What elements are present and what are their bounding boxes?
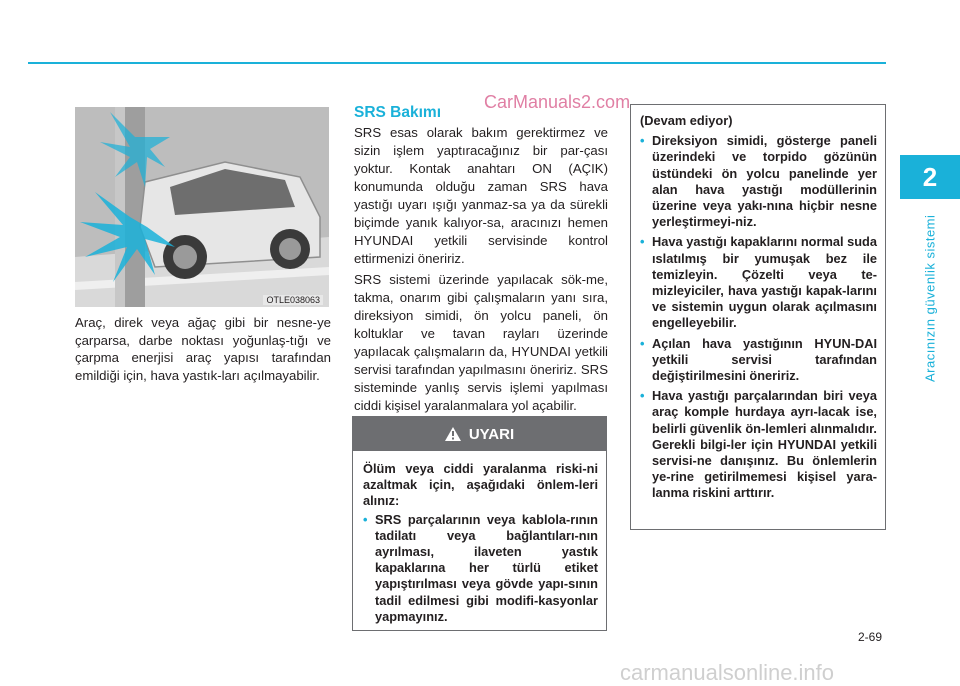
continued-bullet-2: • Hava yastığı kapaklarını normal suda ıslatılmış bir yumuşak bez ile temizleyin. Çözelti veya te-mizleyiciler, hava yastığı kapak-larını ve sistemin uygun olarak açılmasını engelleyebilir. <box>640 234 877 331</box>
continued-bullet-3: • Açılan hava yastığının HYUN-DAI yetkili servisi tarafından değiştirilmesini öneririz. <box>640 336 877 385</box>
footer-watermark: carmanualsonline.info <box>620 660 835 685</box>
continued-bullet-4: • Hava yastığı parçalarından biri veya araç komple hurdaya ayrı-lacak ise, belirli güvenlik ön-lemleri alınmalıdır. Gerekli bilgi-ler için HYUNDAI yetkili servisi-ne danışınız. Bu önlemlerin ye-rine getirilmemesi kişisel yara-lanma riskini arttırır. <box>640 388 877 501</box>
figure-caption: Araç, direk veya ağaç gibi bir nesne-ye çarparsa, darbe noktası yoğunlaş-tığı ve çarpma enerjisi araç yapısı tarafından emildiği için, hava yastık-ları açılmayabilir. <box>75 315 331 383</box>
warning-intro: Ölüm veya ciddi yaralanma riski-ni azaltmak için, aşağıdaki önlem-leri alınız: <box>363 461 598 509</box>
continued-bullet-1: • Direksiyon simidi, gösterge paneli üzerindeki ve torpido gözünün üstündeki ön yolcu panelinde yer alan hava yastığı modüllerinin üzerine veya yakı-nına hiçbir nesne yerleştirmeyi-niz. <box>640 133 877 230</box>
warning-header <box>353 417 606 451</box>
chapter-tab[interactable]: 2 <box>900 155 960 199</box>
section-title: SRS Bakımı <box>354 104 442 121</box>
paragraph-2: SRS sistemi üzerinde yapılacak sök-me, takma, onarım gibi çalışmaların yanı sıra, direksiyon simidi, ön yolcu paneli, ön koltuklar ve tavan rayları üzerinde yapılacak çalışmaların da, HYUNDAI yetkili servisi tarafından yapılmasını öneririz. SRS sisteminde yanlış servis işlemi yapılması ciddi kişisel yaralanmalara yol açabilir. <box>354 272 608 413</box>
warning-bullet: • SRS parçalarının veya kablola-rının tadilatı veya bağlantıları-nın ayrılması, ilaveten yastık kapaklarına her türlü etiket yapıştırılması veya gövde yapı-sının tadil edilmesi gibi modifi-kasyonlar yapmayınız. <box>363 512 598 625</box>
warning-title: UYARI <box>468 425 515 443</box>
top-rule <box>28 62 886 64</box>
page-number: 2-69 <box>858 630 883 644</box>
car-pole-illustration <box>75 107 329 307</box>
continued-label: (Devam ediyor) <box>640 113 733 128</box>
warning-box <box>352 416 607 631</box>
car-pole-collision-figure <box>75 107 329 307</box>
warning-triangle-icon <box>445 427 461 441</box>
figure-code: OTLE038063 <box>263 295 323 305</box>
watermark: CarManuals2.com <box>484 92 631 112</box>
chapter-title: Aracınızın güvenlik sistemi <box>922 214 938 382</box>
continued-warning-box <box>630 104 886 530</box>
paragraph-1: SRS esas olarak bakım gerektirmez ve sizin işlem yaptıracağınız bir par-çası yoktur. Kontak anahtarı ON (AÇIK) konumunda olduğu zaman SRS hava yastığı uyarı ışığı yanmaz-sa ya da sürekli biçimde yanık kalıyor-sa, aracınızı hemen HYUNDAI yetkili servisinde kontrol ettirmenizi öneririz. <box>354 125 608 266</box>
